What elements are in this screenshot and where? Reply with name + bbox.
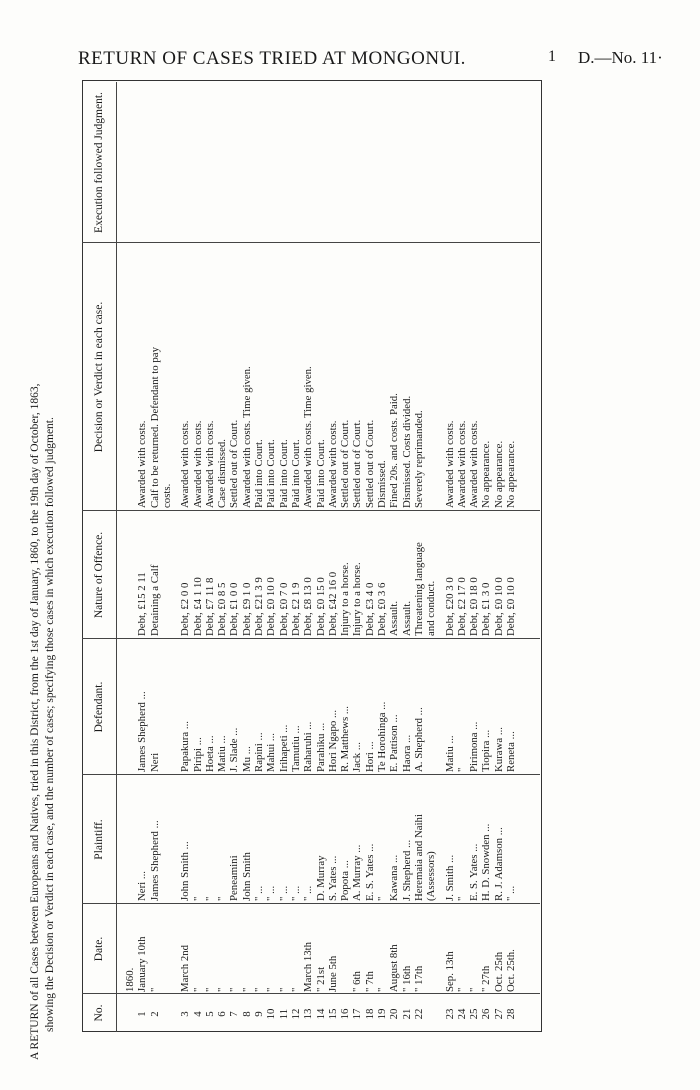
cell-offence: and conduct. (425, 580, 438, 636)
table-row (179, 82, 191, 1032)
cell-decision: Settled out of Court. (351, 419, 364, 508)
cell-defendant: Mu ... (240, 746, 253, 772)
cell-date: " (455, 987, 468, 992)
cell-offence: Debt, £0 18 0 (468, 577, 481, 636)
cell-date: March 13th (302, 941, 315, 992)
table-row (468, 82, 480, 1032)
cell-date: " (228, 987, 241, 992)
table-row (339, 82, 351, 1032)
cell-date: January 10th (136, 936, 149, 992)
cell-offence: Debt, £0 3 6 (376, 582, 388, 636)
cell-no: 6 (216, 1011, 229, 1017)
cell-offence: Debt, £1 0 0 (228, 582, 241, 636)
caption-line-2: showing the Decision or Verdict in each case, and the number of cases; specifying those cases in which execution followed judgment. (44, 417, 56, 1032)
cell-decision: Awarded with costs. (468, 420, 481, 508)
table-caption (28, 20, 58, 1060)
cell-decision: Paid into Court. (314, 439, 327, 508)
table-row (204, 82, 216, 1032)
cell-offence: Detaining a Calf (148, 564, 161, 636)
cell-no: 3 (179, 1011, 192, 1017)
cell-offence: Injury to a horse. (351, 562, 364, 636)
document-reference: D.—No. 11· (578, 48, 663, 67)
cell-decision: Settled out of Court. (339, 419, 352, 508)
cell-decision: Awarded with costs. (443, 420, 456, 508)
table-row (290, 82, 302, 1032)
cell-decision: Paid into Court. (277, 439, 290, 508)
cell-no: 28 (505, 1008, 517, 1020)
cell-date: " (191, 987, 204, 992)
cell-decision: Paid into Court. (265, 439, 278, 508)
table-row (149, 82, 161, 1032)
table-row (161, 82, 173, 1032)
table-row (302, 82, 314, 1032)
cell-date: " (289, 987, 302, 992)
cell-plaintiff: John Smith (240, 852, 253, 901)
cell-plaintiff: James Shepherd ... (148, 820, 161, 901)
header-rule (116, 82, 117, 1032)
cell-plaintiff: J. Smith ... (443, 854, 456, 901)
cell-offence: Debt, £1 3 0 (480, 582, 493, 636)
page-title: RETURN OF CASES TRIED AT MONGONUI. (78, 48, 466, 69)
cell-defendant: James Shepherd ... (136, 691, 149, 772)
cell-decision: Awarded with costs. (179, 420, 192, 508)
cell-no: 27 (492, 1008, 505, 1020)
cell-plaintiff: J. Shepherd ... (400, 839, 413, 901)
cell-decision: Awarded with costs. Time given. (302, 366, 315, 508)
cell-date: " (277, 987, 290, 992)
cell-defendant: Papakura ... (179, 721, 192, 772)
cell-date: Oct. 25th (492, 951, 505, 992)
cell-decision: Fined 20s. and costs. Paid. (388, 393, 401, 508)
cell-no: 17 (351, 1008, 364, 1020)
cell-offence: Assault. (388, 600, 401, 636)
cell-offence: Debt, £21 3 9 (253, 577, 265, 636)
cell-no: 21 (400, 1008, 413, 1020)
cell-plaintiff: " ... (302, 885, 315, 901)
cell-defendant: Irihapeti ... (277, 724, 290, 772)
cell-decision: Awarded with costs. (203, 420, 216, 508)
table-row (388, 82, 400, 1032)
cell-offence: Debt, £4 1 10 (191, 577, 204, 636)
cell-no: 20 (388, 1008, 401, 1020)
cell-date: " (253, 987, 265, 992)
cell-defendant: Rapini ... (253, 732, 265, 772)
cell-no: 19 (376, 1008, 388, 1020)
cell-no: 1 (136, 1011, 149, 1017)
cell-plaintiff: " ... (265, 885, 278, 901)
column-header-date: Date. (92, 936, 105, 962)
cell-defendant: R. Matthews ... (339, 706, 352, 772)
cell-offence: Debt, £0 10 0 (265, 577, 278, 636)
cell-defendant: Kurawa ... (492, 727, 505, 772)
cell-plaintiff: " (216, 896, 229, 901)
cell-plaintiff: " (191, 896, 204, 901)
cell-plaintiff: Heremaia and Naihi (412, 814, 425, 901)
cell-no: 4 (191, 1011, 204, 1017)
cell-no: 9 (253, 1011, 265, 1017)
table-row (228, 82, 240, 1032)
cell-plaintiff: H. D. Snowden ... (480, 823, 493, 901)
cell-offence: Debt, £2 17 0 (455, 577, 468, 636)
cell-offence: Debt, £20 3 0 (443, 577, 456, 636)
column-header-plaintiff: Plaintiff. (92, 819, 105, 860)
cell-no: 22 (412, 1008, 425, 1020)
cell-decision: Awarded with costs. (136, 420, 149, 508)
cell-date: Sep. 13th (443, 951, 456, 992)
table-row (327, 82, 339, 1032)
cell-defendant: Matiu ... (443, 735, 456, 772)
cell-plaintiff: S. Yates ... (326, 855, 339, 901)
table-row (456, 82, 468, 1032)
cell-defendant: J. Slade ... (228, 727, 241, 772)
cell-no: 23 (443, 1008, 456, 1020)
cell-decision: Awarded with costs. (191, 420, 204, 508)
cell-offence: Assault. (400, 600, 413, 636)
cell-decision: Awarded with costs. Time given. (240, 366, 253, 508)
table-row (480, 82, 492, 1032)
cell-plaintiff: John Smith ... (179, 841, 192, 901)
column-header-decision: Decision or Verdict in each case. (92, 301, 105, 453)
cell-defendant: E. Pattison ... (388, 714, 401, 772)
page-header (0, 48, 700, 78)
table-row (493, 82, 505, 1032)
cell-plaintiff: E. S. Yates ... (363, 843, 376, 901)
table-row (505, 82, 517, 1032)
cell-decision: costs. (160, 483, 173, 508)
column-header-defendant: Defendant. (92, 681, 105, 733)
cell-defendant: Tiopira ... (480, 729, 493, 772)
cell-decision: Case dismissed. (216, 439, 229, 508)
cell-date: Oct. 25th. (505, 949, 517, 992)
cell-no: 5 (203, 1011, 216, 1017)
cell-defendant: Hori ... (363, 741, 376, 772)
cell-no: 10 (265, 1008, 278, 1020)
cell-date: " 6th (351, 971, 364, 992)
cell-offence: Debt, £2 1 9 (289, 582, 302, 636)
cell-offence: Debt, £0 8 5 (216, 582, 229, 636)
cell-plaintiff: " ... (253, 885, 265, 901)
table-row (278, 82, 290, 1032)
cell-plaintiff: " (203, 896, 216, 901)
cell-plaintiff: E. S. Yates ... (468, 843, 481, 901)
table-row (425, 82, 437, 1032)
cell-defendant: Jack ... (351, 742, 364, 772)
cell-no: 24 (455, 1008, 468, 1020)
cell-plaintiff: " ... (289, 885, 302, 901)
cell-no: 16 (339, 1008, 352, 1020)
cell-plaintiff: " (376, 896, 388, 901)
cell-date: August 8th (388, 944, 401, 992)
cell-offence: Debt, £42 16 0 (326, 571, 339, 636)
cell-no: 13 (302, 1008, 315, 1020)
cell-defendant: Raharuhi ... (302, 721, 315, 772)
table-row (351, 82, 363, 1032)
cell-defendant: A. Shepherd ... (412, 707, 425, 772)
cell-date: " 16th (400, 965, 413, 992)
cell-offence: Debt, £8 13 0 (302, 577, 315, 636)
cell-no: 26 (480, 1008, 493, 1020)
cell-no: 18 (363, 1008, 376, 1020)
cell-defendant: Hori Ngapo ... (326, 709, 339, 772)
cell-date: " (240, 987, 253, 992)
cell-plaintiff: Peneamini (228, 855, 241, 901)
cell-defendant: Pirimona ... (468, 721, 481, 772)
table-row (136, 82, 148, 1032)
table-row (364, 82, 376, 1032)
cell-date: March 2nd (179, 944, 192, 992)
cell-date: " (148, 987, 161, 992)
table-row (413, 82, 425, 1032)
cell-defendant: Reneta ... (505, 731, 517, 772)
table-row (376, 82, 388, 1032)
table-row (192, 82, 204, 1032)
cell-decision: Settled out of Court. (228, 419, 241, 508)
column-header-offence: Nature of Offence. (92, 531, 105, 619)
cell-offence: Debt, £0 10 0 (492, 577, 505, 636)
cell-date: " (376, 987, 388, 992)
cell-offence: Threatening language (412, 542, 425, 636)
cell-no: 14 (314, 1008, 327, 1020)
cell-defendant: Te Horohinga ... (376, 701, 388, 772)
cell-offence: Debt, £0 7 0 (277, 582, 290, 636)
cell-decision: No appearance. (492, 440, 505, 508)
cell-date: " 17th (412, 965, 425, 992)
cell-decision: Severely reprimanded. (412, 410, 425, 508)
cell-decision: Dismissed. (376, 460, 388, 508)
cell-plaintiff: Popota ... (339, 860, 352, 901)
cell-no: 25 (468, 1008, 481, 1020)
cell-no: 2 (148, 1011, 161, 1017)
table-row (241, 82, 253, 1032)
cell-defendant: Neri (148, 752, 161, 772)
cell-plaintiff: " ... (277, 885, 290, 901)
cell-date: " (468, 987, 481, 992)
cell-offence: Debt, £0 10 0 (505, 577, 517, 636)
table-row (315, 82, 327, 1032)
cell-plaintiff: D. Murray (314, 855, 327, 901)
cell-defendant: Tamutiu ... (289, 725, 302, 772)
cell-date: " 27th (480, 965, 493, 992)
cell-no: 12 (289, 1008, 302, 1020)
cell-plaintiff: Neri ... (136, 871, 149, 901)
cell-no: 8 (240, 1011, 253, 1017)
cell-defendant: Mahui ... (265, 733, 278, 772)
cell-offence: Debt, £9 1 0 (240, 582, 253, 636)
cell-decision: Settled out of Court. (363, 419, 376, 508)
table-row (401, 82, 413, 1032)
cell-date: " (265, 987, 278, 992)
cell-offence: Debt, £3 4 0 (363, 582, 376, 636)
cell-date: " (203, 987, 216, 992)
cell-plaintiff: A. Murray ... (351, 844, 364, 901)
cell-date: 1860. (124, 967, 136, 992)
cell-no: 11 (277, 1008, 290, 1020)
column-header-no: No. (92, 1004, 105, 1022)
cell-plaintiff: (Assessors) (425, 851, 438, 901)
cell-defendant: Haora ... (400, 734, 413, 772)
cell-defendant: " (455, 767, 468, 772)
cell-defendant: Hoeta ... (203, 735, 216, 772)
cell-date: " 21st (314, 966, 327, 992)
cell-plaintiff: " ... (505, 885, 517, 901)
cell-date: " 7th (363, 971, 376, 992)
cell-offence: Debt, £7 11 8 (203, 577, 216, 636)
cell-defendant: Parahiku ... (314, 722, 327, 772)
cell-defendant: Matiu ... (216, 735, 229, 772)
cell-decision: No appearance. (480, 440, 493, 508)
cell-offence: Debt, £15 2 11 (136, 572, 149, 636)
cell-plaintiff: " (455, 896, 468, 901)
caption-line-1: A RETURN of all Cases between Europeans and Natives, tried in this District, from the 1st day of January, 1860, to the 19th day of October, 1863, (29, 383, 41, 1060)
table-row (265, 82, 277, 1032)
table-row (216, 82, 228, 1032)
cell-date: June 5th (326, 955, 339, 992)
cell-plaintiff: R. J. Adamson ... (492, 827, 505, 901)
column-header-execution: Execution followed Judgment. (92, 92, 105, 233)
returns-table (82, 82, 540, 1032)
cell-decision: Awarded with costs. (326, 420, 339, 508)
table-row (444, 82, 456, 1032)
table-row (124, 82, 136, 1032)
cell-offence: Debt, £2 0 0 (179, 582, 192, 636)
cell-defendant: Piripi ... (191, 737, 204, 772)
cell-offence: Injury to a horse. (339, 562, 352, 636)
cell-no: 15 (326, 1008, 339, 1020)
cell-decision: Dismissed. Costs divided. (400, 395, 413, 508)
cell-decision: Paid into Court. (289, 439, 302, 508)
cell-no: 7 (228, 1011, 241, 1017)
table-row (253, 82, 265, 1032)
cell-decision: Calf to be returned. Defendant to pay (148, 347, 161, 508)
cell-decision: Paid into Court. (253, 439, 265, 508)
page-number: 1 (548, 48, 556, 65)
cell-date: " (216, 987, 229, 992)
cell-decision: Awarded with costs. (455, 420, 468, 508)
cell-offence: Debt, £0 15 0 (314, 577, 327, 636)
cell-plaintiff: Kawana ... (388, 854, 401, 901)
cell-decision: No appearance. (505, 440, 517, 508)
